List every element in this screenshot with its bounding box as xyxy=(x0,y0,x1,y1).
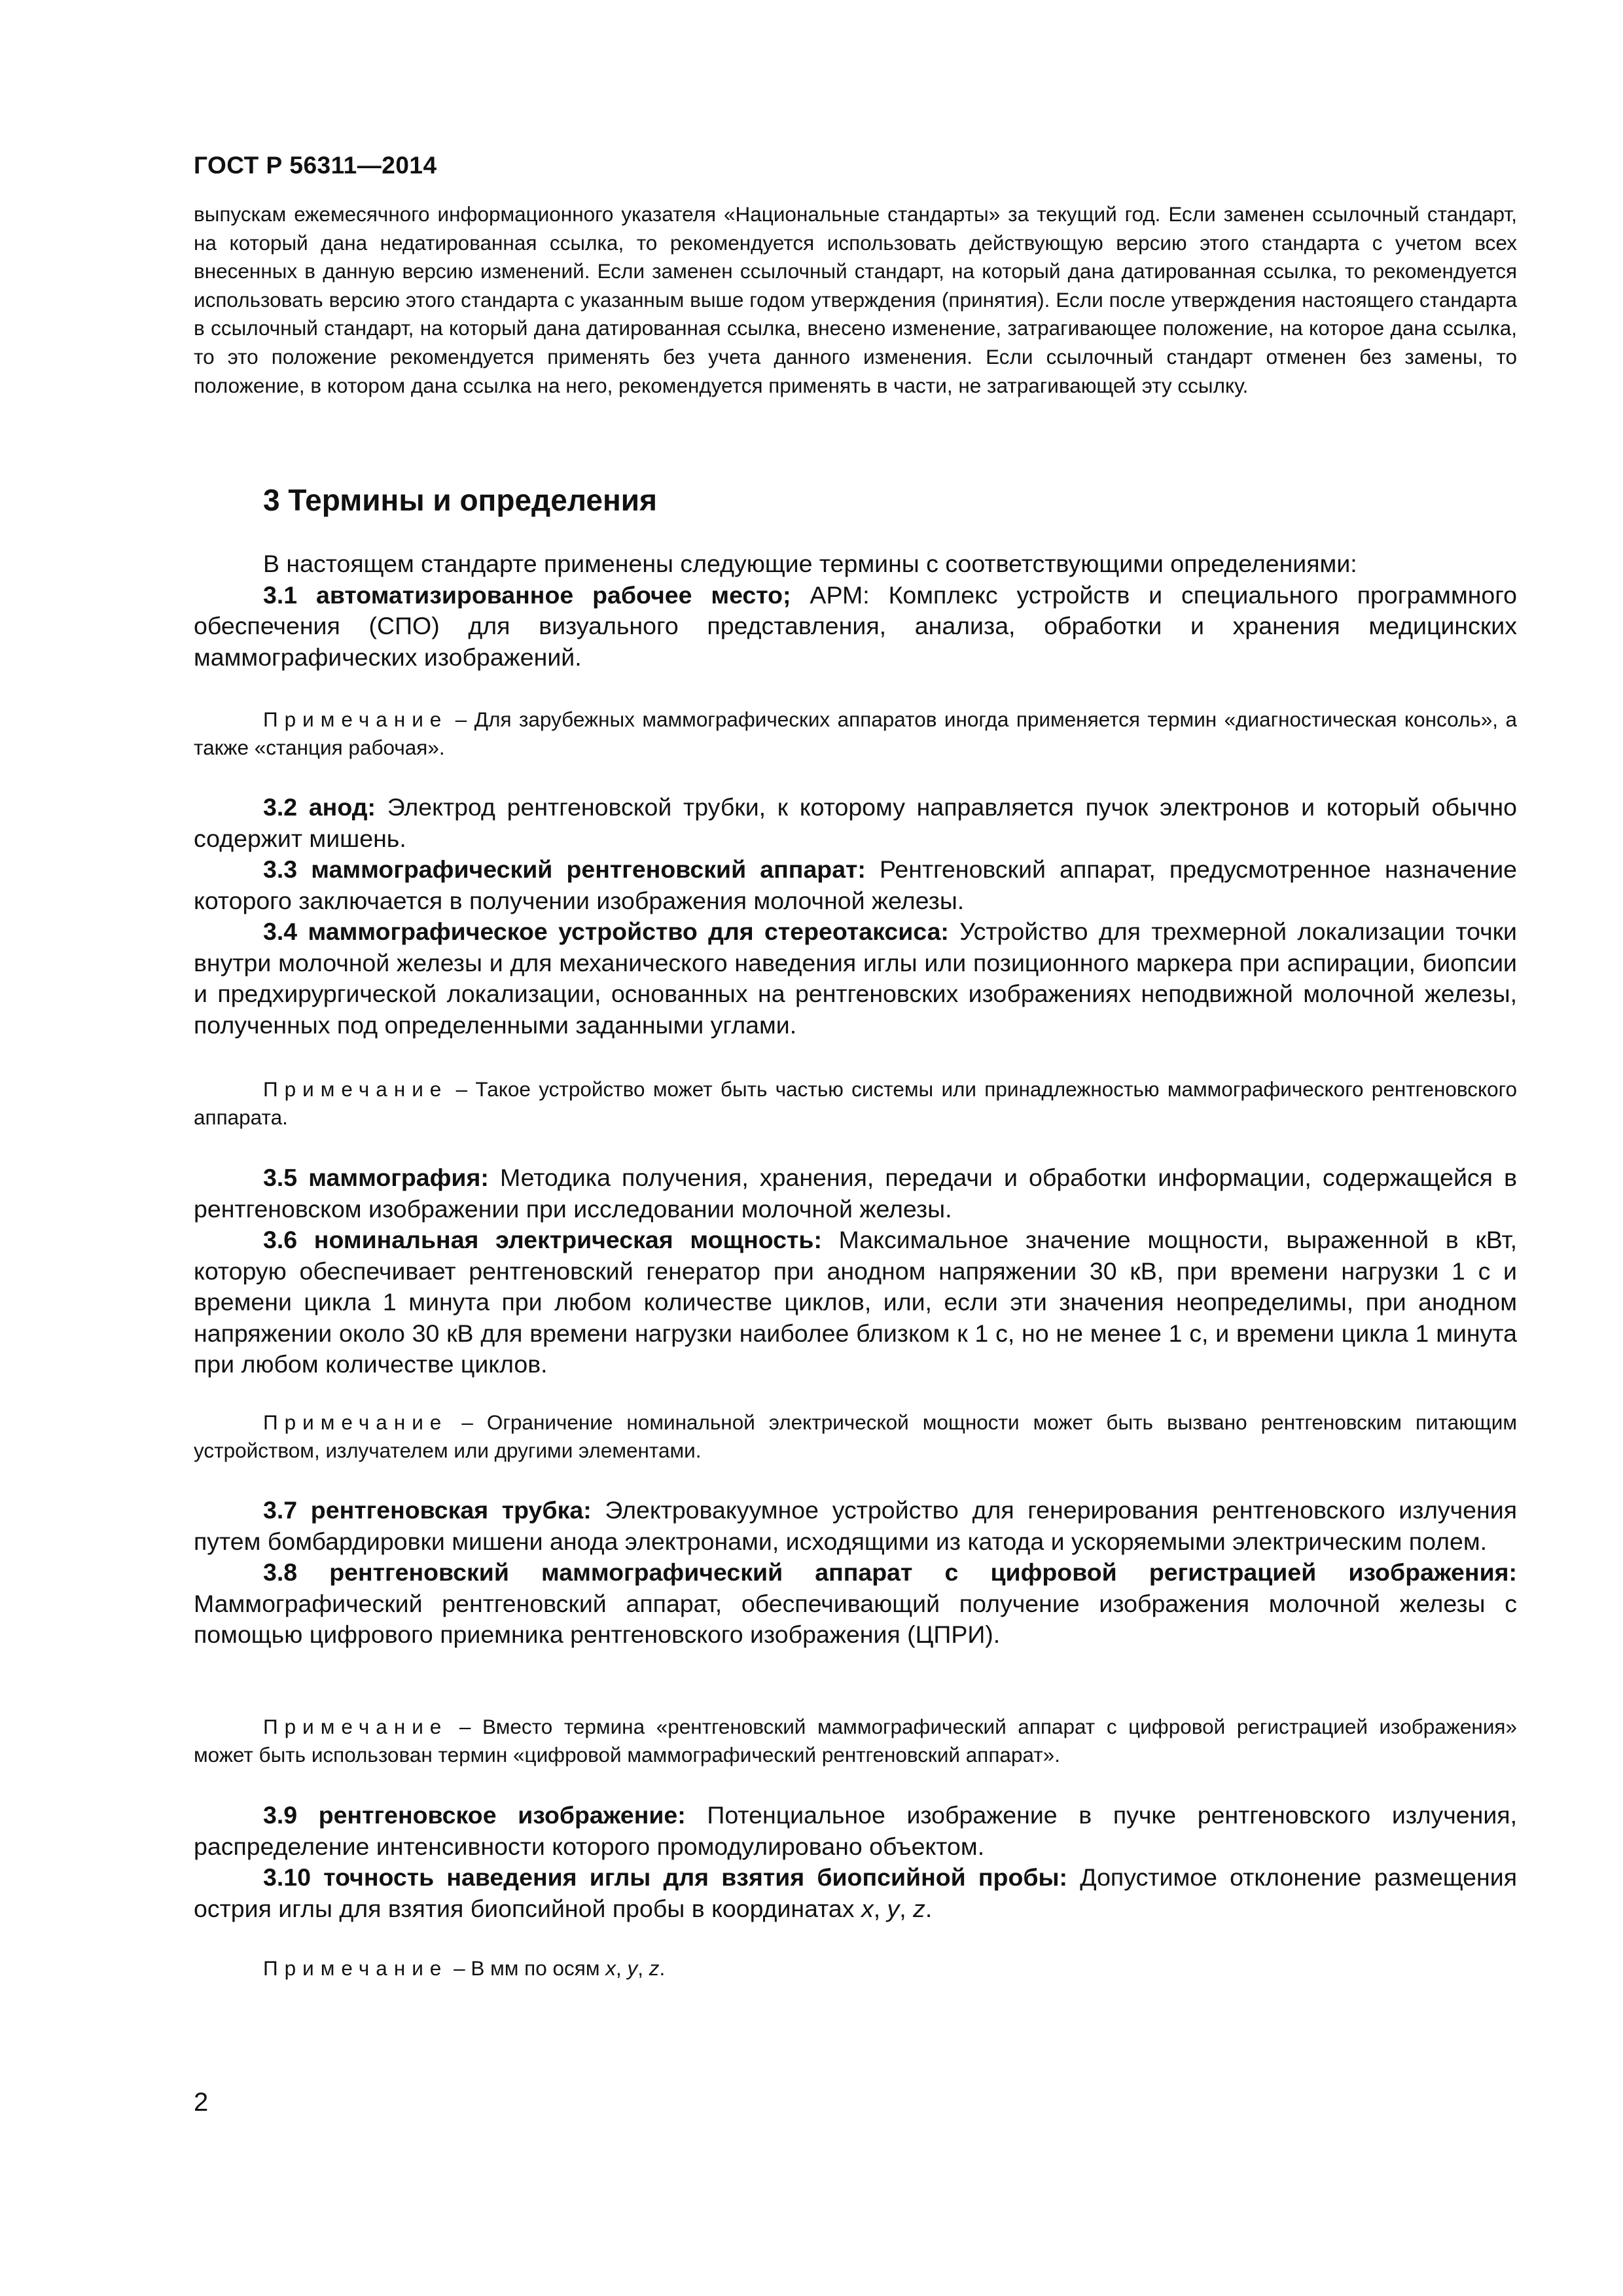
note-label: Примечание xyxy=(263,1077,448,1101)
term-name: 3.3 маммографический рентгеновский аппарат: xyxy=(263,855,866,883)
note-text: – Вместо термина «рентгеновский маммографический аппарат с цифровой регистрацией изображения» может быть использован термин «цифровой маммографический рентгеновский аппарат». xyxy=(194,1715,1517,1767)
separator: , xyxy=(899,1894,914,1922)
term-name: 3.8 рентгеновский маммографический аппарат с цифровой регистрацией изображения: xyxy=(263,1558,1517,1586)
terms-block-2 xyxy=(194,792,1517,1041)
axis-x: x xyxy=(605,1956,616,1980)
term-name: 3.1 автоматизированное рабочее место; xyxy=(263,581,791,609)
term-3-9 xyxy=(194,1800,1517,1862)
separator: , xyxy=(873,1894,887,1922)
note-2 xyxy=(194,1075,1517,1132)
term-3-1 xyxy=(194,580,1517,673)
note-4 xyxy=(194,1713,1517,1769)
note-label: Примечание xyxy=(263,708,448,731)
note-text: – Для зарубежных маммографических аппаратов иногда применяется термин «диагностическая консоль», а также «станция рабочая». xyxy=(194,708,1517,759)
note-text: – Ограничение номинальной электрической мощности может быть вызвано рентгеновским питающим устройством, излучателем или другими элементами. xyxy=(194,1410,1517,1462)
coord-x: x xyxy=(861,1894,874,1922)
term-definition: Максимальное значение мощности, выраженной в кВт, которую обеспечивает рентгеновский генератор при анодном напряжении 30 кВ, при времени нагрузки 1 с и времени цикла 1 минута при любом количестве циклов, или, если эти значения неопределимы, при анодном напряжении около 30 кВ для времени нагрузки наиболее близком к 1 с, но не менее 1 с, и времени цикла 1 минута при любом количестве циклов. xyxy=(194,1226,1517,1378)
term-definition: Электровакуумное устройство для генерирования рентгеновского излучения путем бомбардировки мишени анода электронами, исходящими из катода и ускоряемыми электрическим полем. xyxy=(194,1496,1518,1555)
note-label: Примечание xyxy=(263,1410,448,1434)
term-name: 3.10 точность наведения иглы для взятия биопсийной пробы: xyxy=(263,1863,1068,1891)
term-definition: Устройство для трехмерной локализации точки внутри молочной железы и для механического наведения иглы или позиционного маркера при аспирации, биопсии и предхирургической локализации, основанных на рентгеновских изображениях неподвижной молочной железы, полученных под определенными заданными углами. xyxy=(194,918,1517,1039)
term-3-6 xyxy=(194,1225,1517,1380)
note-label: Примечание xyxy=(263,1956,448,1980)
term-definition: АРМ: Комплекс устройств и специального программного обеспечения (СПО) для визуального представления, анализа, обработки и хранения медицинских маммографических изображений. xyxy=(194,581,1517,671)
coord-y: y xyxy=(887,1894,900,1922)
coord-z: z xyxy=(913,1894,925,1922)
intro-paragraph: выпускам ежемесячного информационного указателя «Национальные стандарты» за текущий год. Если заменен ссылочный стандарт, на который дана недатированная ссылка, то рекомендуется использовать действующую версию этого стандарта с учетом всех внесенных в данную версию изменений. Если заменен ссылочный стандарт, на который дана датированная ссылка, то рекомендуется использовать версию этого стандарта с указанным выше годом утверждения (принятия). Если после утверждения настоящего стандарта в ссылочный стандарт, на который дана датированная ссылка, внесено изменение, затрагивающее положение, на которое дана ссылка, то это положение рекомендуется применять без учета данного изменения. Если ссылочный стандарт отменен без замены, то положение, в котором дана ссылка на него, рекомендуется применять в части, не затрагивающей эту ссылку. xyxy=(194,202,1517,397)
term-name: 3.2 анод: xyxy=(263,793,376,821)
term-definition: Допустимое отклонение размещения острия иглы для взятия биопсийной пробы в координатах xyxy=(194,1863,1517,1922)
terms-block-4 xyxy=(194,1495,1517,1651)
term-3-2 xyxy=(194,792,1517,854)
term-3-10 xyxy=(194,1862,1517,1924)
term-name: 3.6 номинальная электрическая мощность: xyxy=(263,1226,822,1253)
note-text: – Такое устройство может быть частью системы или принадлежностью маммографического рентгеновского аппарата. xyxy=(194,1077,1517,1129)
term-name: 3.9 рентгеновское изображение: xyxy=(263,1801,686,1829)
term-3-7 xyxy=(194,1495,1517,1557)
axis-y: y xyxy=(627,1956,638,1980)
term-definition: Рентгеновский аппарат, предусмотренное назначение которого заключается в получении изображения молочной железы. xyxy=(194,855,1517,914)
term-name: 3.4 маммографическое устройство для стереотаксиса: xyxy=(263,918,949,945)
term-3-4 xyxy=(194,916,1517,1041)
document-header: ГОСТ Р 56311—2014 xyxy=(194,152,437,179)
term-3-5 xyxy=(194,1162,1517,1225)
term-definition: Электрод рентгеновской трубки, к которому направляется пучок электронов и который обычно содержит мишень. xyxy=(194,793,1518,852)
terminator: . xyxy=(659,1956,666,1980)
axis-z: z xyxy=(649,1956,660,1980)
note-3 xyxy=(194,1408,1517,1465)
term-definition: Методика получения, хранения, передачи и обработки информации, содержащейся в рентгеновском изображении при исследовании молочной железы. xyxy=(194,1164,1518,1223)
terms-block-1 xyxy=(194,548,1517,673)
note-text: – В мм по осям xyxy=(448,1956,606,1980)
term-3-3 xyxy=(194,854,1517,916)
terms-block-5 xyxy=(194,1800,1517,1924)
term-name: 3.5 маммография: xyxy=(263,1164,489,1191)
separator: , xyxy=(616,1956,628,1980)
section-lead: В настоящем стандарте применены следующие термины с соответствующими определениями: xyxy=(263,550,1357,577)
term-definition: Потенциальное изображение в пучке рентгеновского излучения, распределение интенсивности которого промодулировано объектом. xyxy=(194,1801,1517,1860)
note-5 xyxy=(194,1954,1517,1982)
separator: , xyxy=(637,1956,649,1980)
section-title: 3 Термины и определения xyxy=(263,483,657,517)
terminator: . xyxy=(925,1894,933,1922)
page-number: 2 xyxy=(194,2088,209,2117)
note-1 xyxy=(194,706,1517,762)
term-name: 3.7 рентгеновская трубка: xyxy=(263,1496,592,1524)
note-label: Примечание xyxy=(263,1715,448,1738)
term-definition: Маммографический рентгеновский аппарат, обеспечивающий получение изображения молочной железы с помощью цифрового приемника рентгеновского изображения (ЦПРИ). xyxy=(194,1589,1517,1648)
term-3-8 xyxy=(194,1557,1517,1651)
terms-block-3 xyxy=(194,1162,1517,1380)
